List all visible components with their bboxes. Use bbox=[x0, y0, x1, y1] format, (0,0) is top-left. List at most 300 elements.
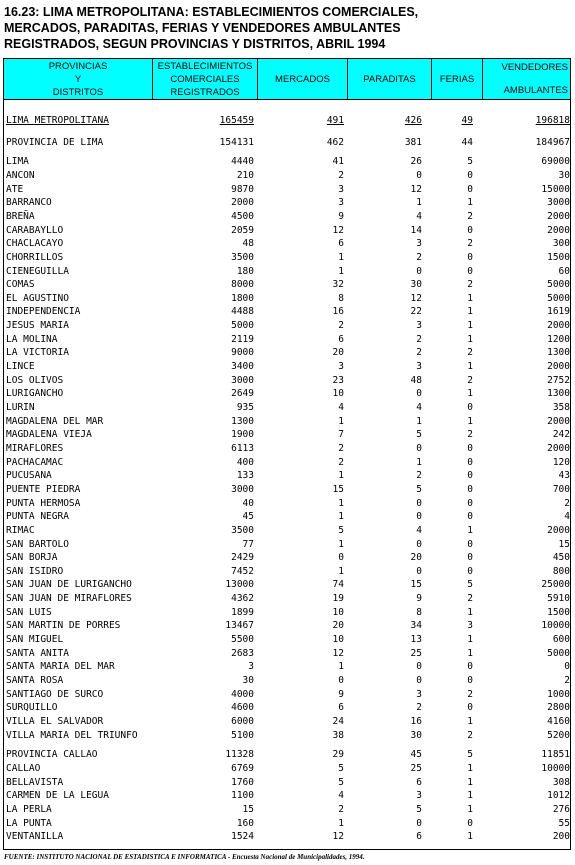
table-row bbox=[4, 510, 570, 524]
row-value-4: 0 bbox=[467, 702, 473, 714]
row-value-3: 5 bbox=[416, 483, 422, 495]
row-value-4: 1 bbox=[467, 790, 473, 802]
header-establecimientos-l3: REGISTRADOS bbox=[170, 87, 240, 98]
row-value-4: 0 bbox=[467, 251, 473, 263]
row-value-2: 16 bbox=[332, 306, 344, 318]
row-value-4: 1 bbox=[467, 524, 473, 536]
row-value-1: 9870 bbox=[231, 183, 254, 195]
row-value-1: 9000 bbox=[231, 347, 254, 359]
row-district-name: SANTA MARIA DEL MAR bbox=[6, 661, 115, 673]
header-vendedores bbox=[483, 59, 570, 99]
row-value-1: 400 bbox=[236, 456, 254, 468]
row-value-1: 4362 bbox=[231, 593, 254, 605]
row-value-3: 12 bbox=[410, 292, 422, 304]
row-value-5: 2000 bbox=[547, 442, 570, 454]
row-district-name: BREÑA bbox=[6, 210, 35, 222]
row-district-name: CHACLACAYO bbox=[6, 238, 64, 250]
row-value-1: 1900 bbox=[231, 429, 254, 441]
row-value-1: 13000 bbox=[225, 579, 254, 591]
row-value-1: 2429 bbox=[231, 552, 254, 564]
row-value-5: 308 bbox=[552, 776, 570, 788]
row-district-name: BARRANCO bbox=[6, 197, 52, 209]
row-value-4: 0 bbox=[467, 402, 473, 413]
header-establecimientos-l1: ESTABLECIMIENTOS bbox=[157, 61, 253, 72]
row-district-name: SANTA ROSA bbox=[6, 675, 64, 686]
table-row bbox=[4, 114, 570, 128]
row-district-name: PROVINCIA DE LIMA bbox=[6, 136, 104, 148]
row-district-name: MAGDALENA VIEJA bbox=[6, 429, 92, 441]
row-value-3: 2 bbox=[416, 347, 422, 359]
row-value-3: 16 bbox=[410, 715, 422, 727]
row-value-2: 9 bbox=[338, 210, 344, 222]
table-row bbox=[4, 660, 570, 674]
row-value-2: 32 bbox=[332, 279, 344, 291]
row-value-2: 462 bbox=[326, 136, 344, 148]
row-value-3: 4 bbox=[416, 402, 422, 413]
row-district-name: SURQUILLO bbox=[6, 702, 58, 714]
row-value-3: 14 bbox=[410, 224, 422, 236]
row-district-name: LIMA METROPOLITANA bbox=[6, 115, 109, 126]
row-value-1: 5100 bbox=[231, 729, 254, 741]
row-value-3: 20 bbox=[410, 552, 422, 564]
row-value-3: 48 bbox=[410, 374, 422, 386]
header-vendedores-l1: VENDEDORES bbox=[501, 62, 568, 73]
row-district-name: ATE bbox=[6, 183, 24, 195]
row-value-3: 6 bbox=[416, 831, 422, 843]
row-value-1: 5000 bbox=[231, 320, 254, 332]
table-row bbox=[4, 483, 570, 497]
row-district-name: SAN MIGUEL bbox=[6, 634, 64, 646]
row-district-name: SAN MARTIN DE PORRES bbox=[6, 620, 121, 632]
row-value-5: 700 bbox=[552, 483, 570, 495]
row-value-1: 2649 bbox=[231, 388, 254, 400]
header-provincias-l3: DISTRITOS bbox=[52, 87, 104, 98]
row-district-name: CARMEN DE LA LEGUA bbox=[6, 790, 109, 802]
row-district-name: COMAS bbox=[6, 279, 35, 291]
row-value-2: 3 bbox=[338, 361, 344, 373]
row-value-5: 5000 bbox=[547, 647, 570, 659]
table-row bbox=[4, 319, 570, 333]
row-district-name: LA MOLINA bbox=[6, 333, 58, 345]
row-value-3: 3 bbox=[416, 238, 422, 250]
row-value-2: 3 bbox=[338, 183, 344, 195]
row-value-2: 20 bbox=[332, 620, 344, 632]
row-district-name: MAGDALENA DEL MAR bbox=[6, 415, 104, 427]
row-value-1: 2683 bbox=[231, 647, 254, 659]
row-value-3: 13 bbox=[410, 634, 422, 646]
row-value-2: 1 bbox=[338, 251, 344, 263]
row-value-1: 1100 bbox=[231, 790, 254, 802]
row-value-4: 0 bbox=[467, 224, 473, 236]
row-value-4: 1 bbox=[467, 715, 473, 727]
table-header bbox=[3, 58, 571, 100]
row-district-name: SAN JUAN DE MIRAFLORES bbox=[6, 593, 132, 605]
row-value-4: 0 bbox=[467, 565, 473, 577]
row-value-1: 77 bbox=[242, 538, 254, 550]
row-value-5: 43 bbox=[558, 470, 570, 482]
row-value-2: 2 bbox=[338, 456, 344, 468]
title-line-1: 16.23: LIMA METROPOLITANA: ESTABLECIMIENTOS COMERCIALES, bbox=[4, 5, 419, 19]
row-value-2: 41 bbox=[332, 156, 344, 168]
row-value-3: 30 bbox=[410, 729, 422, 741]
row-value-1: 210 bbox=[236, 169, 254, 181]
header-provincias-l1: PROVINCIAS bbox=[48, 61, 108, 72]
table-row bbox=[4, 183, 570, 197]
row-value-3: 30 bbox=[410, 279, 422, 291]
row-value-5: 2000 bbox=[547, 524, 570, 536]
row-value-2: 19 bbox=[332, 593, 344, 605]
row-value-2: 0 bbox=[338, 675, 344, 686]
row-district-name: LURIN bbox=[6, 402, 35, 413]
row-value-4: 5 bbox=[467, 749, 473, 761]
table-row bbox=[4, 817, 570, 831]
row-value-3: 5 bbox=[416, 429, 422, 441]
row-value-5: 196818 bbox=[535, 115, 570, 126]
row-value-2: 29 bbox=[332, 749, 344, 761]
table-row bbox=[4, 748, 570, 762]
row-value-3: 4 bbox=[416, 210, 422, 222]
row-value-4: 0 bbox=[467, 552, 473, 564]
row-value-4: 0 bbox=[467, 817, 473, 829]
table-row bbox=[4, 442, 570, 456]
row-value-2: 1 bbox=[338, 817, 344, 829]
table-row bbox=[4, 524, 570, 538]
row-district-name: VILLA MARIA DEL TRIUNFO bbox=[6, 729, 138, 741]
row-district-name: LURIGANCHO bbox=[6, 388, 64, 400]
table-row bbox=[4, 715, 570, 729]
header-vendedores-l2: AMBULANTES bbox=[503, 85, 568, 96]
row-value-1: 180 bbox=[236, 265, 254, 277]
row-value-3: 1 bbox=[416, 415, 422, 427]
row-value-4: 1 bbox=[467, 803, 473, 815]
row-value-3: 25 bbox=[410, 647, 422, 659]
header-paraditas-label: PARADITAS bbox=[363, 73, 416, 85]
table-row bbox=[4, 169, 570, 183]
row-district-name: PUNTA NEGRA bbox=[6, 511, 69, 523]
row-value-3: 26 bbox=[410, 156, 422, 168]
row-value-1: 5500 bbox=[231, 634, 254, 646]
table-row bbox=[4, 155, 570, 169]
row-value-3: 0 bbox=[416, 388, 422, 400]
table-row bbox=[4, 701, 570, 715]
row-value-5: 1012 bbox=[547, 790, 570, 802]
row-value-3: 2 bbox=[416, 333, 422, 345]
row-value-2: 491 bbox=[326, 115, 344, 126]
row-value-4: 5 bbox=[467, 579, 473, 591]
row-value-2: 5 bbox=[338, 776, 344, 788]
row-value-5: 5000 bbox=[547, 292, 570, 304]
row-value-3: 0 bbox=[416, 817, 422, 829]
row-value-4: 0 bbox=[467, 169, 473, 181]
row-value-4: 0 bbox=[467, 442, 473, 454]
row-value-2: 9 bbox=[338, 688, 344, 700]
row-value-5: 2000 bbox=[547, 210, 570, 222]
row-district-name: LOS OLIVOS bbox=[6, 374, 64, 386]
row-value-1: 3 bbox=[248, 661, 254, 673]
row-value-5: 2 bbox=[564, 497, 570, 509]
row-value-2: 3 bbox=[338, 197, 344, 209]
row-value-3: 0 bbox=[416, 538, 422, 550]
row-district-name: PROVINCIA CALLAO bbox=[6, 749, 98, 761]
row-value-3: 0 bbox=[416, 497, 422, 509]
table-row bbox=[4, 360, 570, 374]
row-district-name: LIMA bbox=[6, 156, 29, 168]
row-value-5: 30 bbox=[558, 169, 570, 181]
row-value-3: 2 bbox=[416, 702, 422, 714]
row-value-4: 49 bbox=[461, 115, 473, 126]
row-value-1: 1524 bbox=[231, 831, 254, 843]
row-value-3: 25 bbox=[410, 762, 422, 774]
row-value-4: 0 bbox=[467, 511, 473, 523]
row-value-5: 600 bbox=[552, 634, 570, 646]
row-value-4: 0 bbox=[467, 183, 473, 195]
row-value-2: 1 bbox=[338, 511, 344, 523]
row-value-4: 2 bbox=[467, 347, 473, 359]
row-district-name: SAN JUAN DE LURIGANCHO bbox=[6, 579, 132, 591]
row-value-4: 1 bbox=[467, 831, 473, 843]
row-value-5: 15 bbox=[558, 538, 570, 550]
row-value-1: 6000 bbox=[231, 715, 254, 727]
row-value-4: 0 bbox=[467, 470, 473, 482]
table-row bbox=[4, 592, 570, 606]
row-district-name: MIRAFLORES bbox=[6, 442, 64, 454]
row-value-5: 60 bbox=[558, 265, 570, 277]
row-value-2: 7 bbox=[338, 429, 344, 441]
table-row bbox=[4, 401, 570, 415]
row-value-4: 0 bbox=[467, 483, 473, 495]
table-row bbox=[4, 196, 570, 210]
row-value-3: 0 bbox=[416, 565, 422, 577]
row-district-name: LINCE bbox=[6, 361, 35, 373]
row-district-name: RIMAC bbox=[6, 524, 35, 536]
row-value-5: 184967 bbox=[535, 136, 570, 148]
row-value-4: 0 bbox=[467, 661, 473, 673]
row-value-3: 1 bbox=[416, 197, 422, 209]
row-value-5: 2 bbox=[564, 675, 570, 686]
header-paraditas bbox=[348, 59, 432, 99]
row-value-4: 1 bbox=[467, 320, 473, 332]
row-value-3: 22 bbox=[410, 306, 422, 318]
row-value-2: 6 bbox=[338, 238, 344, 250]
table-row bbox=[4, 237, 570, 251]
row-value-4: 1 bbox=[467, 647, 473, 659]
row-value-1: 4440 bbox=[231, 156, 254, 168]
table-row bbox=[4, 292, 570, 306]
row-value-2: 24 bbox=[332, 715, 344, 727]
row-value-5: 11851 bbox=[541, 749, 570, 761]
row-value-5: 242 bbox=[552, 429, 570, 441]
row-value-1: 4500 bbox=[231, 210, 254, 222]
row-value-5: 1500 bbox=[547, 251, 570, 263]
row-value-5: 5000 bbox=[547, 279, 570, 291]
row-value-1: 45 bbox=[242, 511, 254, 523]
header-mercados-label: MERCADOS bbox=[275, 73, 330, 85]
row-value-4: 1 bbox=[467, 415, 473, 427]
row-value-1: 4600 bbox=[231, 702, 254, 714]
table-body bbox=[3, 100, 571, 850]
table-row bbox=[4, 803, 570, 817]
row-value-5: 15000 bbox=[541, 183, 570, 195]
row-value-2: 1 bbox=[338, 470, 344, 482]
table-row bbox=[4, 789, 570, 803]
row-value-2: 12 bbox=[332, 647, 344, 659]
row-value-5: 276 bbox=[552, 803, 570, 815]
header-provincias bbox=[4, 59, 153, 99]
row-district-name: CALLAO bbox=[6, 762, 41, 774]
table-row bbox=[4, 647, 570, 661]
row-value-4: 3 bbox=[467, 620, 473, 632]
row-district-name: PACHACAMAC bbox=[6, 456, 64, 468]
row-value-4: 0 bbox=[467, 265, 473, 277]
row-value-2: 1 bbox=[338, 497, 344, 509]
table-row bbox=[4, 456, 570, 470]
row-district-name: ANCON bbox=[6, 169, 35, 181]
header-establecimientos bbox=[153, 59, 258, 99]
row-district-name: CHORRILLOS bbox=[6, 251, 64, 263]
table-row bbox=[4, 762, 570, 776]
row-value-5: 200 bbox=[552, 831, 570, 843]
row-value-4: 2 bbox=[467, 593, 473, 605]
row-value-2: 1 bbox=[338, 265, 344, 277]
row-value-3: 0 bbox=[416, 265, 422, 277]
row-value-2: 6 bbox=[338, 702, 344, 714]
row-value-3: 0 bbox=[416, 442, 422, 454]
table-row bbox=[4, 333, 570, 347]
row-value-3: 3 bbox=[416, 361, 422, 373]
title-line-3: REGISTRADOS, SEGUN PROVINCIAS Y DISTRITOS, ABRIL 1994 bbox=[4, 37, 386, 51]
row-value-2: 2 bbox=[338, 169, 344, 181]
row-value-4: 0 bbox=[467, 538, 473, 550]
row-value-4: 0 bbox=[467, 456, 473, 468]
table-row bbox=[4, 210, 570, 224]
row-value-5: 10000 bbox=[541, 620, 570, 632]
row-value-3: 15 bbox=[410, 579, 422, 591]
row-value-3: 9 bbox=[416, 593, 422, 605]
row-value-3: 426 bbox=[404, 115, 422, 126]
row-value-2: 1 bbox=[338, 538, 344, 550]
row-value-2: 0 bbox=[338, 552, 344, 564]
row-value-4: 1 bbox=[467, 606, 473, 618]
row-district-name: BELLAVISTA bbox=[6, 776, 64, 788]
table-row bbox=[4, 688, 570, 702]
row-value-3: 0 bbox=[416, 511, 422, 523]
row-value-3: 6 bbox=[416, 776, 422, 788]
row-value-5: 5200 bbox=[547, 729, 570, 741]
row-value-4: 2 bbox=[467, 429, 473, 441]
row-value-1: 11328 bbox=[225, 749, 254, 761]
table-row bbox=[4, 469, 570, 483]
row-value-3: 1 bbox=[416, 456, 422, 468]
row-value-2: 2 bbox=[338, 442, 344, 454]
row-value-2: 74 bbox=[332, 579, 344, 591]
row-value-2: 15 bbox=[332, 483, 344, 495]
table-row bbox=[4, 729, 570, 743]
row-district-name: SAN LUIS bbox=[6, 606, 52, 618]
table-row bbox=[4, 776, 570, 790]
row-value-2: 6 bbox=[338, 333, 344, 345]
row-value-5: 2000 bbox=[547, 224, 570, 236]
table-row bbox=[4, 633, 570, 647]
row-value-1: 4488 bbox=[231, 306, 254, 318]
row-value-1: 3000 bbox=[231, 483, 254, 495]
table-row bbox=[4, 578, 570, 592]
table-row bbox=[4, 674, 570, 688]
row-value-1: 935 bbox=[236, 402, 254, 413]
row-district-name: CIENEGUILLA bbox=[6, 265, 69, 277]
table-row bbox=[4, 428, 570, 442]
row-value-4: 1 bbox=[467, 306, 473, 318]
row-value-4: 1 bbox=[467, 388, 473, 400]
row-value-1: 3500 bbox=[231, 524, 254, 536]
row-district-name: LA PERLA bbox=[6, 803, 52, 815]
row-value-3: 0 bbox=[416, 661, 422, 673]
table-row bbox=[4, 551, 570, 565]
row-value-5: 55 bbox=[558, 817, 570, 829]
row-district-name: SANTA ANITA bbox=[6, 647, 69, 659]
header-ferias-label: FERIAS bbox=[439, 73, 475, 85]
row-value-5: 3000 bbox=[547, 197, 570, 209]
row-value-1: 4000 bbox=[231, 688, 254, 700]
row-value-1: 2000 bbox=[231, 197, 254, 209]
row-district-name: VILLA EL SALVADOR bbox=[6, 715, 104, 727]
row-value-3: 0 bbox=[416, 675, 422, 686]
row-value-5: 4160 bbox=[547, 715, 570, 727]
row-value-4: 1 bbox=[467, 333, 473, 345]
row-value-2: 4 bbox=[338, 790, 344, 802]
table-row bbox=[4, 136, 570, 150]
row-value-1: 2119 bbox=[231, 333, 254, 345]
row-value-4: 1 bbox=[467, 292, 473, 304]
row-value-2: 5 bbox=[338, 524, 344, 536]
row-value-1: 13467 bbox=[225, 620, 254, 632]
table-row bbox=[4, 830, 570, 844]
row-value-5: 1300 bbox=[547, 388, 570, 400]
row-value-1: 154131 bbox=[219, 136, 254, 148]
table-title bbox=[4, 4, 569, 52]
row-value-5: 800 bbox=[552, 565, 570, 577]
row-value-5: 300 bbox=[552, 238, 570, 250]
row-value-3: 4 bbox=[416, 524, 422, 536]
row-district-name: VENTANILLA bbox=[6, 831, 64, 843]
row-value-2: 10 bbox=[332, 606, 344, 618]
table-row bbox=[4, 415, 570, 429]
row-value-1: 1899 bbox=[231, 606, 254, 618]
row-value-1: 15 bbox=[242, 803, 254, 815]
row-district-name: EL AGUSTINO bbox=[6, 292, 69, 304]
row-value-2: 1 bbox=[338, 565, 344, 577]
row-value-5: 2800 bbox=[547, 702, 570, 714]
row-value-2: 4 bbox=[338, 402, 344, 413]
row-district-name: SAN ISIDRO bbox=[6, 565, 64, 577]
header-provincias-l2: Y bbox=[74, 74, 82, 85]
row-value-3: 45 bbox=[410, 749, 422, 761]
row-value-4: 0 bbox=[467, 497, 473, 509]
row-value-5: 25000 bbox=[541, 579, 570, 591]
row-value-2: 1 bbox=[338, 661, 344, 673]
table-row bbox=[4, 387, 570, 401]
row-value-2: 1 bbox=[338, 415, 344, 427]
table-row bbox=[4, 497, 570, 511]
row-value-1: 48 bbox=[242, 238, 254, 250]
row-value-1: 6769 bbox=[231, 762, 254, 774]
row-district-name: LA VICTORIA bbox=[6, 347, 69, 359]
row-value-5: 4 bbox=[564, 511, 570, 523]
row-value-2: 2 bbox=[338, 803, 344, 815]
row-value-5: 450 bbox=[552, 552, 570, 564]
row-value-5: 358 bbox=[552, 402, 570, 413]
row-value-1: 1800 bbox=[231, 292, 254, 304]
row-district-name: INDEPENDENCIA bbox=[6, 306, 81, 318]
